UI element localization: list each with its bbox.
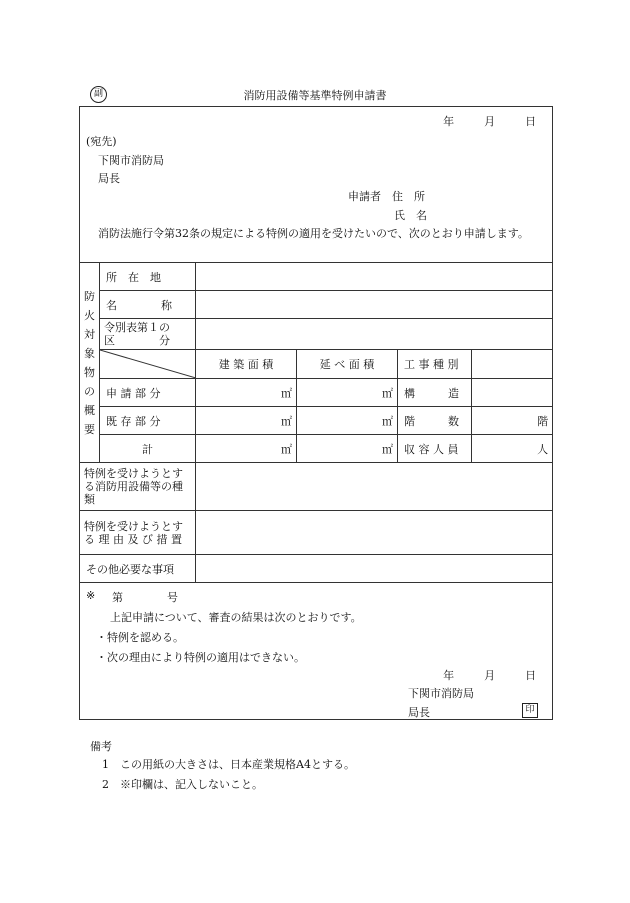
- capacity-label: 収 容 人 員: [398, 435, 472, 463]
- addressee-office: 下関市消防局: [98, 154, 164, 167]
- applied-part-label: 申 請 部 分: [100, 379, 196, 407]
- location-field[interactable]: [196, 263, 553, 291]
- seal-icon: 印: [522, 703, 538, 718]
- result-option-approve: ・特例を認める。: [96, 631, 184, 644]
- result-mark: ※: [86, 589, 96, 602]
- result-section: [80, 583, 553, 720]
- addressee-label: (宛先): [86, 135, 117, 148]
- addressee-chief: 局長: [98, 172, 120, 185]
- equipment-type-field[interactable]: [196, 463, 553, 511]
- result-office: 下関市消防局: [408, 687, 474, 700]
- applied-floor-area[interactable]: ㎡: [297, 379, 398, 407]
- total-floor-area[interactable]: ㎡: [297, 435, 398, 463]
- construction-type-header: 工 事 種 別: [398, 350, 472, 379]
- notes-title: 備考: [90, 740, 112, 753]
- structure-field[interactable]: [472, 379, 553, 407]
- floors-field[interactable]: 階: [472, 407, 553, 435]
- note-item-1: 1 この用紙の大きさは、日本産業規格A4とする。: [102, 758, 355, 771]
- existing-building-area[interactable]: ㎡: [196, 407, 297, 435]
- result-chief: 局長: [408, 706, 430, 719]
- duplicate-mark: 副: [90, 86, 107, 103]
- existing-part-label: 既 存 部 分: [100, 407, 196, 435]
- other-matters-label: その他必要な事項: [80, 555, 196, 583]
- capacity-field[interactable]: 人: [472, 435, 553, 463]
- application-form: [79, 106, 553, 720]
- total-floor-area-header: 延 べ 面 積: [297, 350, 398, 379]
- document-title: 消防用設備等基準特例申請書: [243, 89, 387, 102]
- applicant-name-label: 氏 名: [394, 209, 427, 222]
- result-option-deny: ・次の理由により特例の適用はできない。: [96, 651, 305, 664]
- result-number: 第 号: [112, 591, 178, 604]
- other-matters-field[interactable]: [196, 555, 553, 583]
- total-building-area[interactable]: ㎡: [196, 435, 297, 463]
- floors-label: 階 数: [398, 407, 472, 435]
- reason-field[interactable]: [196, 511, 553, 555]
- header-section: [80, 107, 553, 263]
- name-field[interactable]: [196, 291, 553, 319]
- result-date: 年 月 日: [443, 669, 537, 682]
- existing-floor-area[interactable]: ㎡: [297, 407, 398, 435]
- application-statement: 消防法施行令第32条の規定による特例の適用を受けたいので、次のとおり申請します。: [98, 227, 529, 240]
- name-label: 名 称: [100, 291, 196, 319]
- reason-label: 特例を受けようとする 理 由 及 び 措 置: [80, 511, 196, 555]
- overview-side-label: 防 火 対 象 物 の 概 要: [80, 263, 100, 463]
- building-area-header: 建 築 面 積: [196, 350, 297, 379]
- applicant-address-label: 申請者 住 所: [348, 190, 425, 203]
- total-label: 計: [100, 435, 196, 463]
- usage-field[interactable]: [196, 319, 553, 350]
- application-date: 年 月 日: [443, 115, 537, 128]
- applied-building-area[interactable]: ㎡: [196, 379, 297, 407]
- construction-type-field[interactable]: [472, 350, 553, 379]
- equipment-type-label: 特例を受けようとする消防用設備等の種類: [80, 463, 196, 511]
- location-label: 所 在 地: [100, 263, 196, 291]
- note-item-2: 2 ※印欄は、記入しないこと。: [102, 778, 263, 791]
- diagonal-header-cell: [100, 350, 196, 379]
- structure-label: 構 造: [398, 379, 472, 407]
- usage-label: 令別表第１の 区 分: [100, 319, 196, 350]
- result-text: 上記申請について、審査の結果は次のとおりです。: [110, 611, 362, 624]
